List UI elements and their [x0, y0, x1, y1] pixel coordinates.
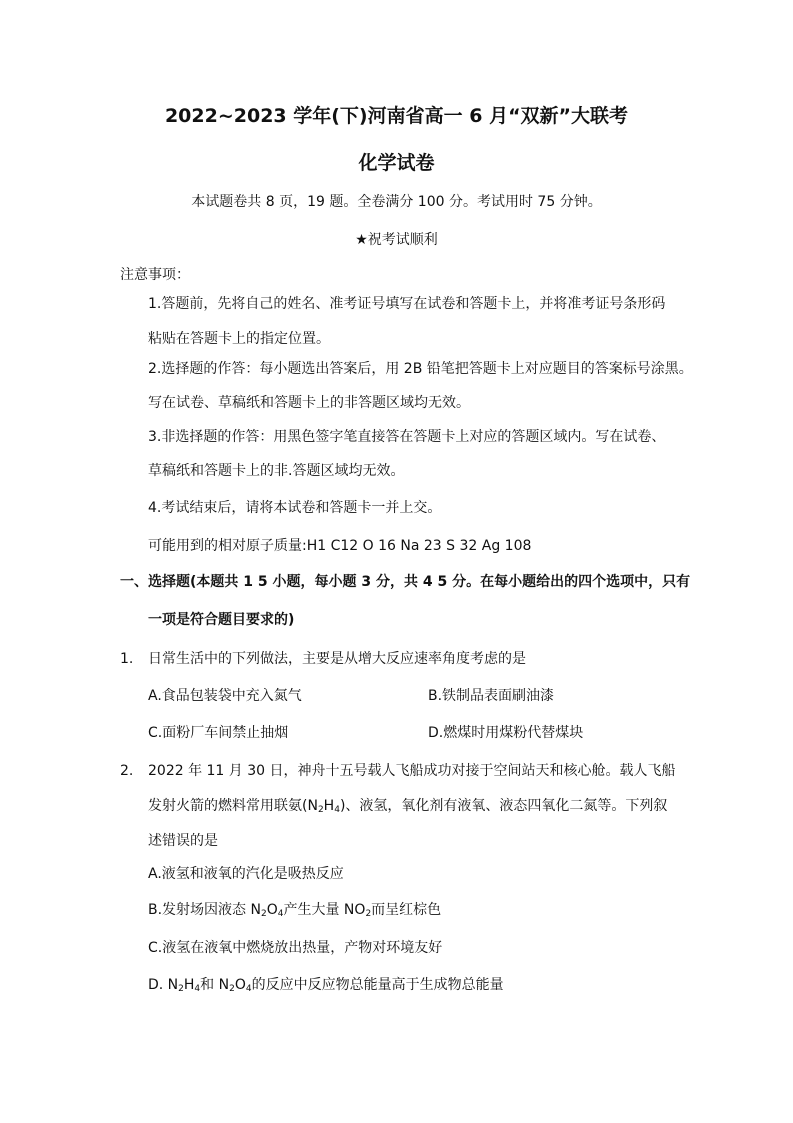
exam-info: 本试题卷共 8 页，19 题。全卷满分 100 分。考试用时 75 分钟。 — [191, 194, 602, 210]
option-d: D. $N_2H_4$和 $N_2O_4$的反应中反应物总能量高于生成物总能量 — [148, 977, 504, 994]
question-stem: 日常生活中的下列做法，主要是从增大反应速率角度考虑的是 — [148, 651, 526, 667]
notice-item-1-cont: 粘贴在答题卡上的指定位置。 — [148, 331, 330, 347]
notice-item-1: 1.答题前，先将自己的姓名、准考证号填写在试卷和答题卡上，并将准考证号条形码 — [148, 296, 666, 312]
option-a: A.食品包装袋中充入氮气 — [148, 688, 302, 704]
question-stem-line-3: 述错误的是 — [148, 833, 218, 849]
atomic-mass-note: 可能用到的相对原子质量:H1 C12 O 16 Na 23 S 32 Ag 108 — [148, 538, 532, 554]
question-number: 2. — [120, 763, 134, 779]
section-1-heading: 一、选择题(本题共 1 5 小题，每小题 3 分，共 4 5 分。在每小题给出的四个选项中，只有 — [120, 574, 691, 590]
option-c: C.液氢在液氧中燃烧放出热量，产物对环境友好 — [148, 940, 443, 956]
notice-item-3-cont: 草稿纸和答题卡上的非.答题区域均无效。 — [148, 463, 405, 479]
exam-subtitle: 化学试卷 — [358, 152, 435, 174]
exam-title: 2022~2023 学年(下)河南省高一 6 月“双新”大联考 — [164, 105, 629, 127]
good-luck-wish: ★祝考试顺利 — [355, 232, 438, 248]
notice-item-3: 3.非选择题的作答：用黑色签字笔直接答在答题卡上对应的答题区域内。写在试卷、 — [148, 429, 666, 445]
option-b: B.铁制品表面刷油漆 — [428, 688, 555, 704]
notice-heading: 注意事项： — [120, 267, 190, 283]
question-number: 1. — [120, 651, 134, 667]
question-stem-line-1: 2022 年 11 月 30 日，神舟十五号载人飞船成功对接于空间站天和核心舱。载人飞船 — [148, 763, 676, 779]
notice-item-4: 4.考试结束后，请将本试卷和答题卡一并上交。 — [148, 500, 442, 516]
section-1-heading-cont: 一项是符合题目要求的) — [148, 612, 295, 628]
option-c: C.面粉厂车间禁止抽烟 — [148, 725, 289, 741]
option-a: A.液氢和液氧的汽化是吸热反应 — [148, 866, 344, 882]
notice-item-2: 2.选择题的作答：每小题选出答案后，用 2B 铅笔把答题卡上对应题目的答案标号涂黑。 — [148, 361, 693, 377]
notice-item-2-cont: 写在试卷、草稿纸和答题卡上的非答题区域均无效。 — [148, 395, 470, 411]
option-b: B.发射场因液态 $N_2O_4$产生大量 $NO_2$而呈红棕色 — [148, 902, 442, 919]
option-d: D.燃煤时用煤粉代替煤块 — [428, 725, 584, 741]
question-stem-line-2: 发射火箭的燃料常用联氨$(N_2H_4)$、液氢，氧化剂有液氧、液态四氧化二氮等。下列叙 — [148, 798, 668, 815]
